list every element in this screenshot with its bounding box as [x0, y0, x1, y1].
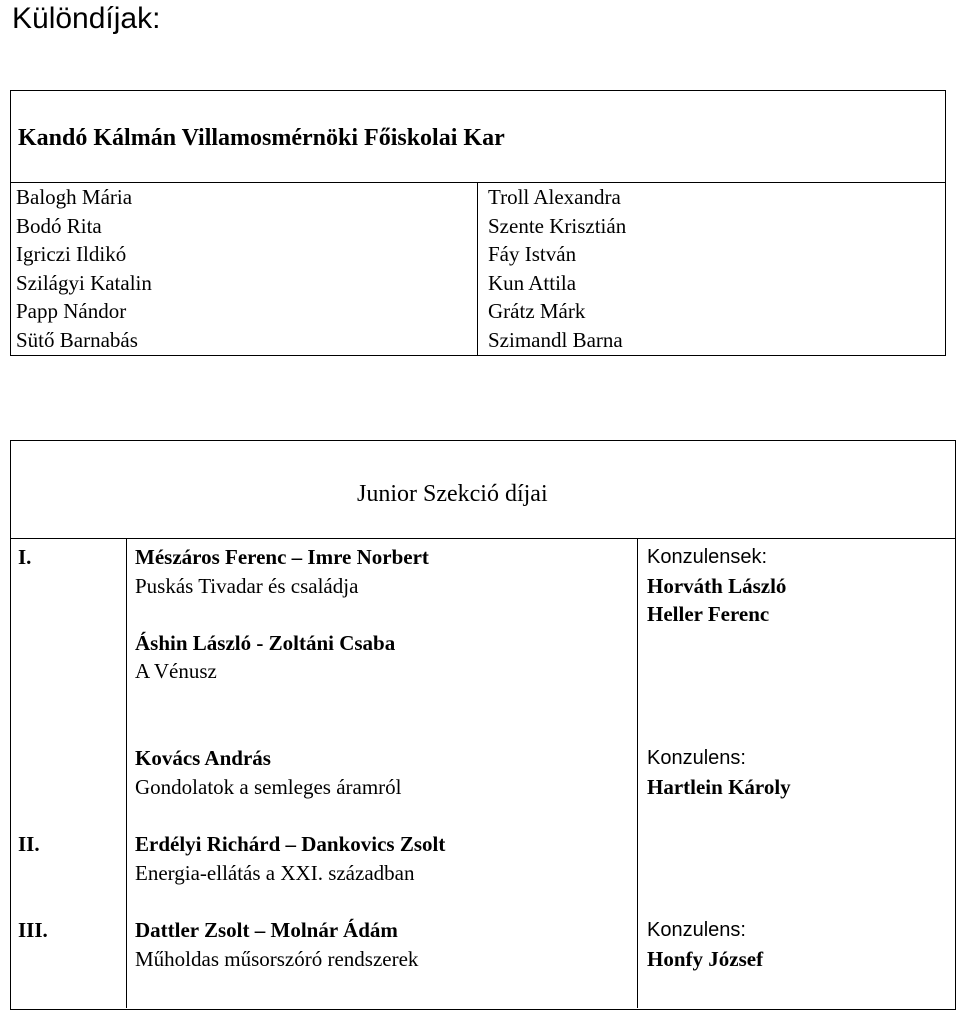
faculty-name: Papp Nándor: [16, 299, 127, 323]
entry-works: [135, 830, 445, 887]
faculty-name: Szimandl Barna: [488, 327, 623, 352]
junior-table-header-divider: [10, 538, 956, 539]
faculty-name: Troll Alexandra: [488, 185, 621, 209]
faculty-table-column-divider: [477, 182, 478, 356]
entry-authors: Erdélyi Richárd – Dankovics Zsolt: [135, 832, 446, 856]
entry-advisors: [647, 744, 791, 801]
entry-title: Műholdas műsorszóró rendszerek: [135, 946, 419, 971]
faculty-title: Kandó Kálmán Villamosmérnöki Főiskolai Kar: [18, 125, 505, 151]
junior-title: Junior Szekció díjai: [357, 481, 548, 507]
entry-authors: Áshin László - Zoltáni Csaba: [135, 630, 396, 655]
entry-works: [135, 543, 429, 686]
faculty-name: Grátz Márk: [488, 299, 586, 323]
junior-table-place-divider: [126, 538, 127, 1008]
entry-authors: Mészáros Ferenc – Imre Norbert: [135, 545, 429, 569]
place-label: II.: [18, 832, 40, 856]
faculty-name: Balogh Mária: [16, 185, 133, 209]
advisor-name: Horváth László: [647, 573, 787, 598]
entry-authors: Dattler Zsolt – Molnár Ádám: [135, 918, 398, 942]
place-label: I.: [18, 545, 32, 569]
advisor-label: Konzulensek:: [647, 546, 768, 568]
entry-title: Gondolatok a semleges áramról: [135, 774, 402, 799]
faculty-name: Szilágyi Katalin: [16, 270, 152, 295]
entry-title: Energia-ellátás a XXI. században: [135, 860, 415, 885]
faculty-name: Sütő Barnabás: [16, 327, 138, 352]
place-label: III.: [18, 918, 48, 942]
entry-advisors: [647, 916, 763, 973]
advisor-name: Heller Ferenc: [647, 602, 770, 626]
entry-advisors: [647, 543, 786, 629]
entry-authors: Kovács András: [135, 746, 271, 770]
faculty-left-names: [16, 183, 152, 354]
faculty-name: Fáy István: [488, 242, 577, 266]
faculty-right-names: [488, 183, 626, 354]
entry-title: A Vénusz: [135, 659, 217, 683]
faculty-name: Igriczi Ildikó: [16, 242, 127, 266]
entry-works: [135, 744, 402, 801]
entry-works: [135, 916, 418, 973]
advisor-name: Honfy József: [647, 946, 764, 971]
advisor-label: Konzulens:: [647, 747, 746, 769]
entry-spacer: [135, 600, 429, 629]
advisor-name: Hartlein Károly: [647, 774, 791, 799]
faculty-name: Kun Attila: [488, 270, 577, 295]
faculty-name: Bodó Rita: [16, 213, 102, 238]
entry-title: Puskás Tivadar és családja: [135, 573, 359, 598]
junior-table-advisor-divider: [637, 538, 638, 1008]
advisor-label: Konzulens:: [647, 919, 746, 941]
faculty-name: Szente Krisztián: [488, 213, 627, 238]
page-title: Különdíjak:: [12, 2, 161, 35]
